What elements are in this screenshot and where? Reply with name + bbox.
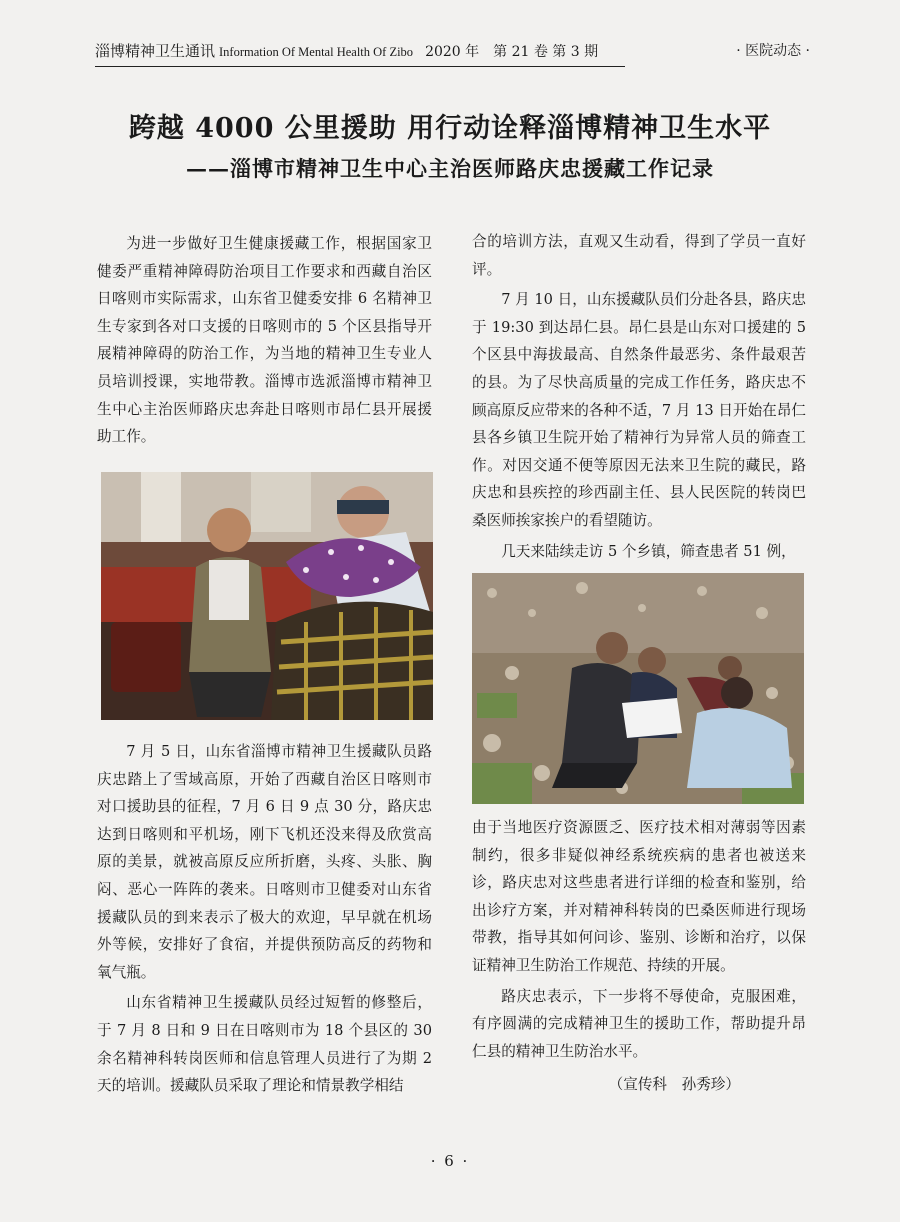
- right-column-top: [472, 228, 806, 565]
- article-title: 跨越 4000 公里援助 用行动诠释淄博精神卫生水平: [128, 113, 772, 144]
- issue-info: 2020 年 第 21 卷 第 3 期: [425, 44, 599, 60]
- section-label: · 医院动态 ·: [736, 43, 810, 59]
- left-column-bottom: [97, 738, 432, 1100]
- author-credit: （宣传科 孙秀珍）: [608, 1076, 740, 1094]
- journal-name: 淄博精神卫生通讯: [95, 42, 216, 60]
- running-header: [95, 40, 625, 67]
- page-number: · 6 ·: [430, 1152, 470, 1170]
- left-column-top: [97, 230, 432, 451]
- paragraph-3: 山东省精神卫生援藏队员经过短暂的修整后，于 7 月 8 日和 9 日在日喀则市为 18 个县区的 30 余名精神科转岗医师和信息管理人员进行了为期 2 天的培训。援藏队员采取了理论和情景教学相结: [97, 994, 432, 1095]
- paragraph-3-continued: 合的培训方法，直观又生动看，得到了学员一直好评。: [472, 233, 806, 278]
- paragraph-5: 几天来陆续走访 5 个乡镇，筛查患者 51 例，: [501, 542, 796, 560]
- photo-consultation: [101, 472, 433, 720]
- paragraph-4: 7 月 10 日，山东援藏队员们分赴各县，路庆忠于 19:30 到达昂仁县。昂仁县是山东对口援建的 5 个区县中海拔最高、自然条件最恶劣、条件最艰苦的县。为了尽快高质量的完成工作任务，路庆忠不顾高原反应带来的各种不适，7 月 13 日开始在昂仁县各乡镇卫生院开始了精神行为异常人员的筛查工作。对因交通不便等原因无法来卫生院的藏民，路庆忠和县疾控的珍西副主任、县人民医院的转岗巴桑医师挨家挨户的看望随访。: [472, 291, 806, 529]
- right-column-bottom: [472, 814, 806, 1099]
- paragraph-1: 为进一步做好卫生健康援藏工作，根据国家卫健委严重精神障碍防治项目工作要求和西藏自治区日喀则市实际需求，山东省卫健委安排 6 名精神卫生专家到各对口支援的日喀则市的 5 个区县指导开展精神障碍的防治工作，为当地的精神卫生专业人员培训授课，实地带教。淄博市选派淄博市精神卫生中心主治医师路庆忠奔赴日喀则市昂仁县开展援助工作。: [97, 235, 432, 446]
- journal-english-name: Information Of Mental Health Of Zibo: [219, 45, 414, 59]
- paragraph-6: 路庆忠表示，下一步将不辱使命，克服困难，有序圆满的完成精神卫生的援助工作，帮助提升昂仁县的精神卫生防治水平。: [472, 987, 806, 1060]
- photo-field-screening: [472, 573, 804, 804]
- paragraph-5-continued: 由于当地医疗资源匮乏、医疗技术相对薄弱等因素制约，很多非疑似神经系统疾病的患者也被送来诊，路庆忠对这些患者进行详细的检查和鉴别，给出诊疗方案，并对精神科转岗的巴桑医师进行现场带教，指导其如何问诊、鉴别、诊断和治疗，以保证精神卫生防治工作规范、持续的开展。: [472, 819, 806, 974]
- article-subtitle: ——淄博市精神卫生中心主治医师路庆忠援藏工作记录: [186, 156, 714, 181]
- paragraph-2: 7 月 5 日，山东省淄博市精神卫生援藏队员路庆忠踏上了雪域高原，开始了西藏自治区日喀则市对口援助县的征程，7 月 6 日 9 点 30 分，路庆忠达到日喀则和平机场，刚下飞机还没来得及欣赏高原的美景，就被高原反应所折磨，头疼、头胀、胸闷、恶心一阵阵的袭来。日喀则市卫健委对山东省援藏队员的到来表示了极大的欢迎，早早就在机场外等候，安排好了食宿，并提供预防高反的药物和氧气瓶。: [97, 743, 432, 981]
